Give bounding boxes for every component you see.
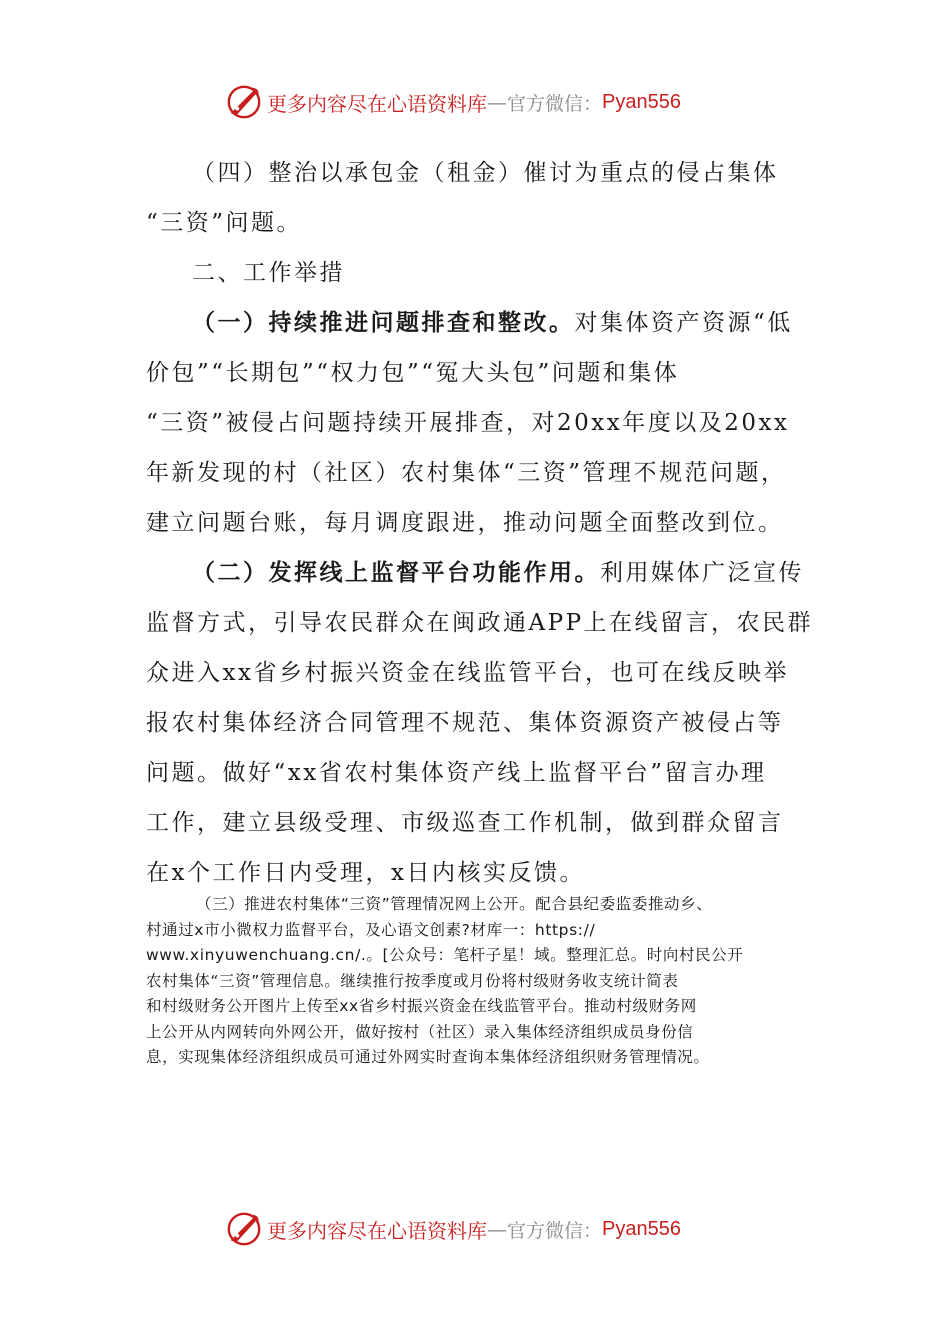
paragraph-line: 报农村集体经济合同管理不规范、集体资源资产被侵占等 — [146, 710, 784, 736]
paragraph-line: 众进入xx省乡村振兴资金在线监管平台，也可在线反映举 — [146, 660, 789, 686]
paragraph-line: 价包”“长期包”“权力包”“冤大头包”问题和集体 — [146, 360, 680, 386]
paragraph-line: 工作，建立县级受理、市级巡查工作机制，做到群众留言 — [146, 810, 784, 836]
paragraph-line: 建立问题台账，每月调度跟进，推动问题全面整改到位。 — [146, 510, 784, 536]
section-heading: 二、工作举措 — [192, 260, 345, 286]
document-body — [146, 148, 814, 898]
paragraph-line: 年新发现的村（社区）农村集体“三资”管理不规范问题， — [146, 460, 787, 486]
banner-slogan: 更多内容尽在心语资料库 — [267, 1218, 487, 1243]
banner-wechat-id: Pyan556 — [602, 90, 681, 113]
footer-watermark-banner — [225, 1209, 745, 1249]
small-line: www.xinyuwenchuang.cn/.。[公众号：笔杆子星！域。整理汇总。时向村民公开 — [146, 946, 744, 964]
small-line: 农村集体“三资”管理信息。继续推行按季度或月份将村级财务收支统计简表 — [146, 971, 679, 990]
banner-slogan: 更多内容尽在心语资料库 — [267, 91, 487, 116]
small-paragraph — [146, 892, 816, 1071]
banner-wechat-label: 官方微信： — [507, 92, 603, 115]
small-line: 和村级财务公开图片上传至xx省乡村振兴资金在线监管平台。推动村级财务网 — [146, 997, 697, 1015]
small-line: 上公开从内网转向外网公开，做好按村（社区）录入集体经济组织成员身份信 — [146, 1022, 694, 1041]
paragraph-line: 在x个工作日内受理，x日内核实反馈。 — [146, 860, 585, 886]
subheading-bold: （一）持续推进问题排查和整改。 — [192, 309, 575, 336]
paragraph-line — [146, 548, 806, 598]
quill-logo-icon — [225, 83, 263, 121]
banner-wechat-id: Pyan556 — [602, 1217, 681, 1240]
small-line: 村通过x市小微权力监督平台，及心语文创素?材库一：https:// — [146, 920, 596, 939]
paragraph-text: 对集体资产资源“低 — [574, 310, 793, 336]
paragraph-line: “三资”问题。 — [146, 210, 303, 236]
paragraph-line: 问题。做好“xx省农村集体资产线上监督平台”留言办理 — [146, 760, 767, 786]
paragraph-line: “三资”被侵占问题持续开展排查，对20xx年度以及20xx — [146, 410, 790, 436]
subheading-bold: （二）发挥线上监督平台功能作用。 — [192, 559, 600, 586]
paragraph-line: （四）整治以承包金（租金）催讨为重点的侵占集体 — [192, 160, 779, 186]
quill-logo-icon — [225, 1210, 263, 1248]
banner-wechat-label: 官方微信： — [507, 1219, 603, 1242]
paragraph-line: 监督方式，引导农民群众在闽政通APP上在线留言，农民群 — [146, 610, 814, 636]
banner-dash: — — [487, 90, 507, 114]
small-line: 息，实现集体经济组织成员可通过外网实时查询本集体经济组织财务管理情况。 — [146, 1048, 710, 1066]
small-line: （三）推进农村集体“三资”管理情况网上公开。配合县纪委监委推动乡、 — [196, 895, 713, 913]
banner-dash: — — [487, 1217, 507, 1241]
paragraph-text: 利用媒体广泛宣传 — [600, 560, 804, 586]
paragraph-line — [146, 298, 806, 348]
header-watermark-banner — [225, 82, 745, 122]
